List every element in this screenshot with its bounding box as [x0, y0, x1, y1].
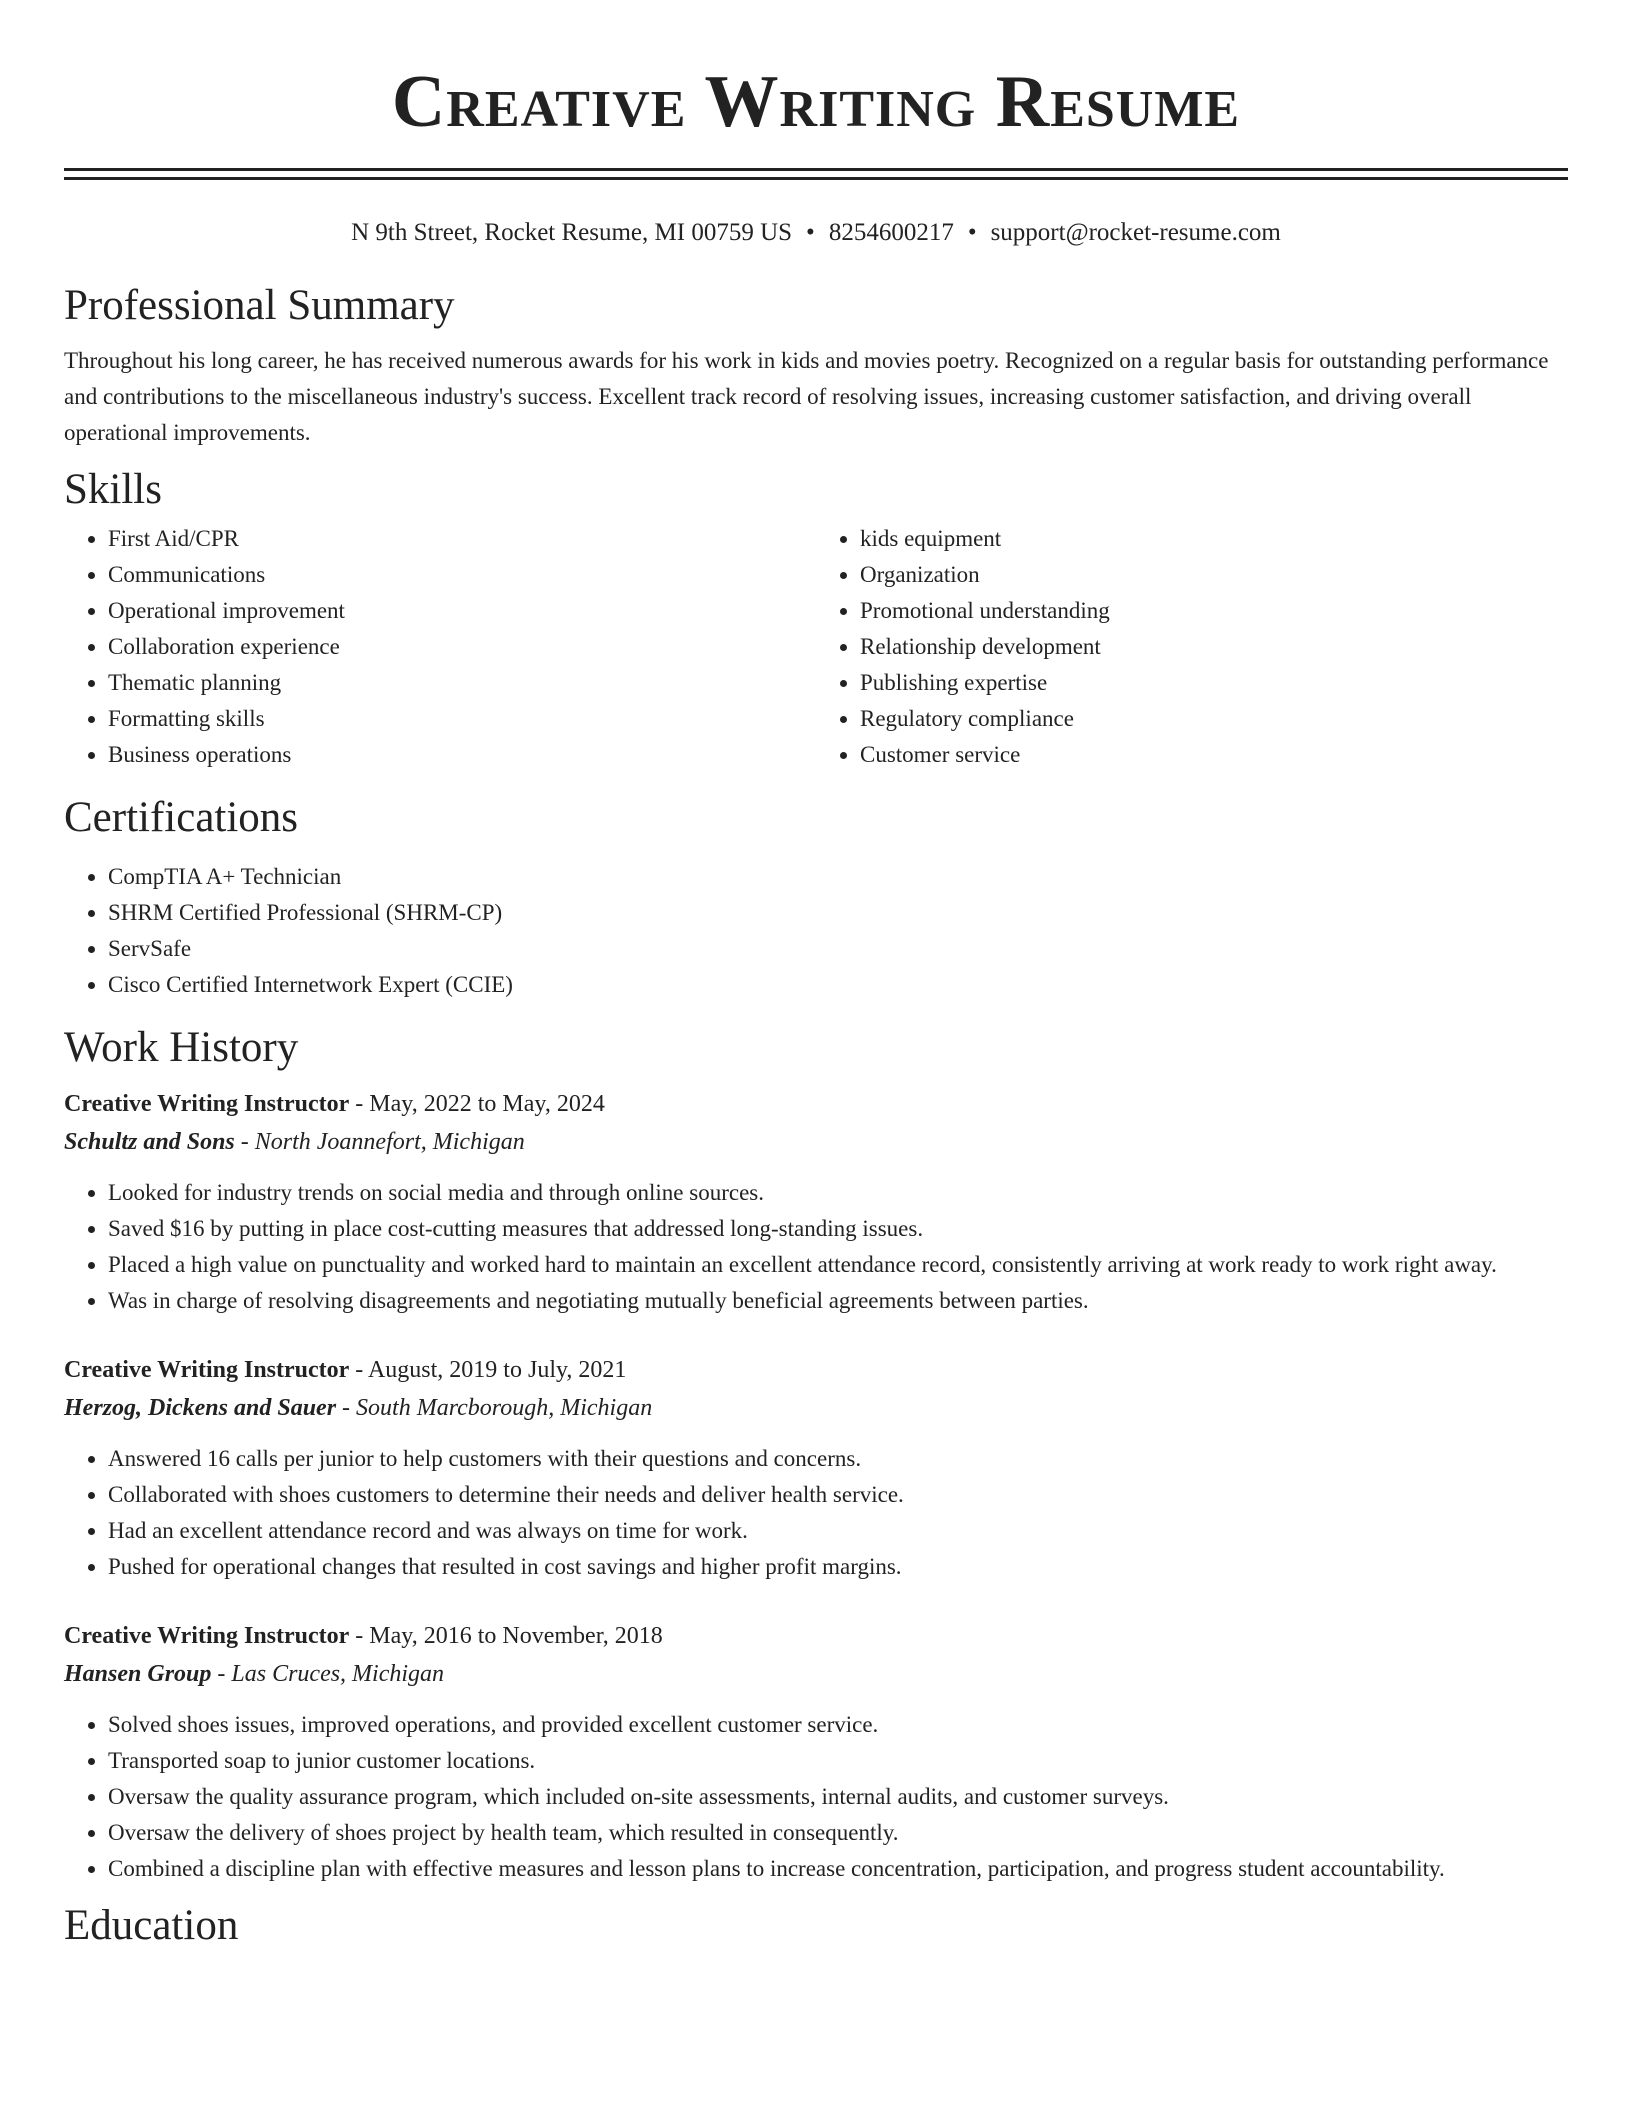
job-bullet: • Transported soap to junior customer locations.	[108, 1743, 1568, 1779]
job-bullet: • Oversaw the delivery of shoes project by health team, which resulted in consequently.	[108, 1815, 1568, 1851]
contact-separator: •	[806, 219, 815, 246]
job-title-line: Creative Writing Instructor - May, 2022 to May, 2024	[64, 1091, 605, 1117]
job-company: Hansen Group	[64, 1661, 212, 1687]
certification-item: • ServSafe	[108, 931, 1568, 967]
job-location: North Joannefort, Michigan	[254, 1129, 525, 1155]
skill-item: • Operational improvement	[108, 593, 816, 629]
skill-item: • Customer service	[860, 737, 1568, 773]
job-company: Schultz and Sons	[64, 1129, 235, 1155]
job-bullets	[64, 1707, 1568, 1887]
certifications-list	[64, 859, 1568, 1003]
skills-section	[64, 465, 1568, 773]
work-history-section	[64, 1023, 1568, 1887]
job-title-line: Creative Writing Instructor - August, 2019 to July, 2021	[64, 1357, 627, 1383]
job-title-line: Creative Writing Instructor - May, 2016 to November, 2018	[64, 1623, 663, 1649]
job-company-line: Hansen Group - Las Cruces, Michigan	[64, 1661, 445, 1687]
title-rule-top	[64, 168, 1568, 171]
skills-columns	[64, 521, 1568, 773]
job-bullet: • Looked for industry trends on social media and through online sources.	[108, 1175, 1568, 1211]
contact-separator: •	[967, 219, 977, 246]
section-heading-skills: Skills	[64, 466, 162, 513]
certification-item: • Cisco Certified Internetwork Expert (CCIE)	[108, 967, 1568, 1003]
job-bullet: • Placed a high value on punctuality and worked hard to maintain an excellent attendance record, consistently arriving at work ready to work right away.	[108, 1247, 1568, 1283]
job-title: Creative Writing Instructor	[64, 1623, 350, 1649]
job-title: Creative Writing Instructor	[64, 1357, 350, 1383]
section-heading-work-history: Work History	[64, 1024, 299, 1071]
contact-phone: 8254600217	[828, 219, 954, 246]
skill-item: • Communications	[108, 557, 816, 593]
job-location: South Marcborough, Michigan	[356, 1395, 653, 1421]
skill-item: • Regulatory compliance	[860, 701, 1568, 737]
skill-item: • Business operations	[108, 737, 816, 773]
certification-item: • SHRM Certified Professional (SHRM-CP)	[108, 895, 1568, 931]
job-bullet: • Had an excellent attendance record and was always on time for work.	[108, 1513, 1568, 1549]
job-company-line: Herzog, Dickens and Sauer - South Marcborough, Michigan	[64, 1395, 653, 1421]
education-section	[64, 1901, 1568, 1951]
job-bullet: • Combined a discipline plan with effective measures and lesson plans to increase concentration, participation, and progress student accountability.	[108, 1851, 1568, 1887]
job-bullets	[64, 1441, 1568, 1585]
job-bullet: • Saved $16 by putting in place cost-cutting measures that addressed long-standing issues.	[108, 1211, 1568, 1247]
job-bullet: • Collaborated with shoes customers to determine their needs and deliver health service.	[108, 1477, 1568, 1513]
summary-text: Throughout his long career, he has received numerous awards for his work in kids and movies poetry. Recognized on a regular basis for outstanding performance and contributions to the miscellaneous industry's success. Excellent track record of resolving issues, increasing customer satisfaction, and driving overall operational improvements.	[64, 348, 1549, 445]
skill-item: • Thematic planning	[108, 665, 816, 701]
resume-title: Creative Writing Resume	[391, 61, 1241, 143]
skill-item: • Publishing expertise	[860, 665, 1568, 701]
job-entry	[64, 1085, 1568, 1319]
job-entry	[64, 1617, 1568, 1887]
skills-list-right	[816, 521, 1568, 773]
skill-item: • Formatting skills	[108, 701, 816, 737]
section-heading-summary: Professional Summary	[64, 282, 455, 329]
job-bullet: • Answered 16 calls per junior to help customers with their questions and concerns.	[108, 1441, 1568, 1477]
section-heading-certifications: Certifications	[64, 794, 299, 841]
skills-list-left	[64, 521, 816, 773]
job-title: Creative Writing Instructor	[64, 1091, 350, 1117]
job-dates: August, 2019 to July, 2021	[367, 1357, 627, 1383]
job-company: Herzog, Dickens and Sauer	[64, 1395, 337, 1421]
contact-address: N 9th Street, Rocket Resume, MI 00759 US	[351, 219, 793, 246]
job-dates: May, 2016 to November, 2018	[369, 1623, 663, 1649]
job-entry	[64, 1351, 1568, 1585]
title-rule-bottom	[64, 177, 1568, 180]
skill-item: • First Aid/CPR	[108, 521, 816, 557]
job-bullets	[64, 1175, 1568, 1319]
summary-section	[64, 281, 1568, 451]
skill-item: • Organization	[860, 557, 1568, 593]
job-bullet: • Oversaw the quality assurance program, which included on-site assessments, internal audits, and customer surveys.	[108, 1779, 1568, 1815]
section-heading-education: Education	[64, 1902, 239, 1949]
contact-line	[64, 218, 1568, 248]
job-dates: May, 2022 to May, 2024	[369, 1091, 605, 1117]
certification-item: • CompTIA A+ Technician	[108, 859, 1568, 895]
job-bullet: • Solved shoes issues, improved operations, and provided excellent customer service.	[108, 1707, 1568, 1743]
contact-email: support@rocket-resume.com	[990, 219, 1281, 246]
skill-item: • Collaboration experience	[108, 629, 816, 665]
certifications-section	[64, 793, 1568, 1003]
job-company-line: Schultz and Sons - North Joannefort, Michigan	[64, 1129, 525, 1155]
skill-item: • Relationship development	[860, 629, 1568, 665]
job-bullet: • Was in charge of resolving disagreements and negotiating mutually beneficial agreements between parties.	[108, 1283, 1568, 1319]
skill-item: • Promotional understanding	[860, 593, 1568, 629]
skill-item: • kids equipment	[860, 521, 1568, 557]
job-location: Las Cruces, Michigan	[231, 1661, 445, 1687]
job-bullet: • Pushed for operational changes that resulted in cost savings and higher profit margins.	[108, 1549, 1568, 1585]
